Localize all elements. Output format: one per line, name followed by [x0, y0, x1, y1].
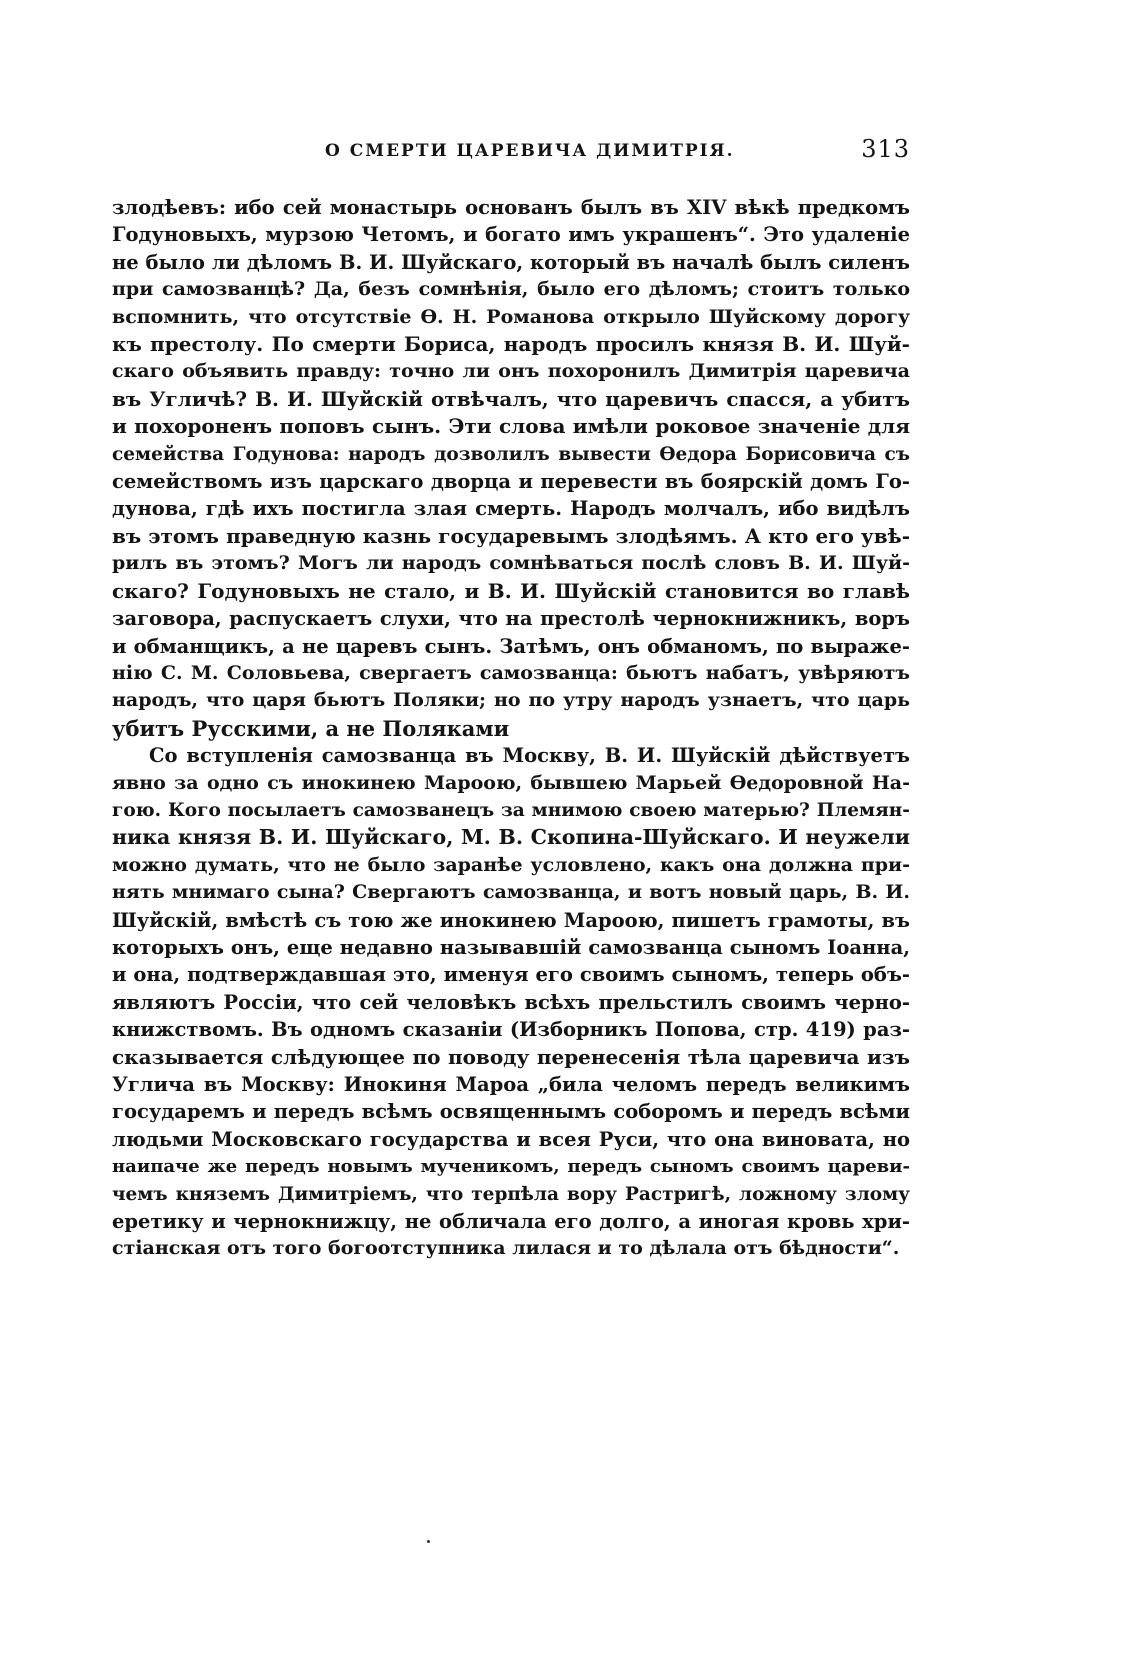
- text-line: дунова, гдѣ ихъ постигла злая смерть. Народъ молчалъ, ибо видѣлъ: [112, 497, 910, 521]
- text-line: стіанская отъ того богоотступника лилася и то дѣлала отъ бѣдности“.: [112, 1237, 900, 1260]
- text-line: семейства Годунова: народъ дозволилъ вывести Ѳедора Борисовича съ: [112, 443, 910, 465]
- text-line: можно думать, что не было заранѣе условлено, какъ она должна при-: [112, 853, 910, 876]
- text-line: и обманщикъ, а не царевъ сынъ. Затѣмъ, онъ обманомъ, по выраже-: [112, 634, 910, 658]
- text-line: при самозванцѣ? Да, безъ сомнѣнія, было его дѣломъ; стоитъ только: [112, 278, 910, 301]
- running-head: [220, 135, 910, 175]
- text-line: злодѣевъ: ибо сей монастырь основанъ былъ въ XIV вѣкѣ предкомъ: [112, 196, 910, 219]
- text-line: гою. Кого посылаетъ самозванецъ за мнимою своею матерью? Племян-: [112, 799, 910, 821]
- text-line: въ этомъ праведную казнь государевымъ злодѣямъ. А кто его увѣ-: [112, 523, 910, 548]
- text-line: къ престолу. По смерти Бориса, народъ просилъ князя В. И. Шуй-: [112, 332, 910, 357]
- text-line: наипаче же передъ новымъ мученикомъ, передъ сыномъ своимъ цареви-: [112, 1156, 910, 1178]
- text-line: Шуйскій, вмѣстѣ съ тою же инокинею Мароою, пишетъ грамоты, въ: [112, 908, 910, 932]
- paragraph-2: [112, 742, 910, 1263]
- text-line: Годуновыхъ, мурзою Четомъ, и богато имъ украшенъ“. Это удаленіе: [112, 223, 910, 247]
- body-text: [112, 194, 910, 1263]
- chapter-title: О СМЕРТИ ЦАРЕВИЧА ДИМИТРІЯ.: [325, 141, 735, 161]
- text-line: заговора, распускаетъ слухи, что на престолѣ чернокнижникъ, воръ: [112, 607, 910, 631]
- text-line: государемъ и передъ всѣмъ освященнымъ соборомъ и передъ всѣми: [112, 1100, 910, 1124]
- text-line: вспомнить, что отсутствіе Ѳ. Н. Романова открыло Шуйскому дорогу: [112, 305, 910, 328]
- text-line: нію С. М. Соловьева, свергаетъ самозванца: бьютъ набатъ, увѣряютъ: [112, 661, 910, 684]
- text-line: рилъ въ этомъ? Могъ ли народъ сомнѣваться послѣ словъ В. И. Шуй-: [112, 552, 910, 575]
- paragraph-1: [112, 194, 910, 742]
- text-line: еретику и чернокнижцу, не обличала его долго, а иногая кровь хри-: [112, 1210, 910, 1234]
- text-line: чемъ княземъ Димитріемъ, что терпѣла вору Растригѣ, ложному злому: [112, 1183, 910, 1205]
- text-line: и похороненъ поповъ сынъ. Эти слова имѣли роковое значеніе для: [112, 414, 910, 439]
- text-line: скаго объявить правду: точно ли онъ похоронилъ Димитрія царевича: [112, 360, 910, 383]
- text-line: которыхъ онъ, еще недавно называвшій самозванца сыномъ Іоанна,: [112, 935, 910, 959]
- text-line: книжствомъ. Въ одномъ сказаніи (Изборникъ Попова, стр. 419) раз-: [112, 1018, 910, 1042]
- text-line: убитъ Русскими, а не Поляками: [112, 715, 510, 741]
- text-line: сказывается слѣдующее по поводу перенесенія тѣла царевича изъ: [112, 1044, 910, 1069]
- text-line: не было ли дѣломъ В. И. Шуйскаго, который въ началѣ былъ силенъ: [112, 250, 910, 274]
- text-line: Со вступленія самозванца въ Москву, В. И. Шуйскій дѣйствуетъ: [149, 744, 910, 768]
- text-line: явно за одно съ инокинею Мароою, бывшею Марьей Ѳедоровной На-: [112, 771, 910, 794]
- print-speck: [427, 1540, 430, 1543]
- text-line: ника князя В. И. Шуйскаго, М. В. Скопина-Шуйскаго. И неужели: [112, 825, 910, 850]
- text-line: въ Угличѣ? В. И. Шуйскій отвѣчалъ, что царевичъ спасся, а убитъ: [112, 386, 910, 411]
- text-line: народъ, что царя бьютъ Поляки; но по утру народъ узнаетъ, что царь: [112, 689, 910, 712]
- text-line: людьми Московскаго государства и всея Руси, что она виновата, но: [112, 1127, 910, 1151]
- text-line: скаго? Годуновыхъ не стало, и В. И. Шуйскій становится во главѣ: [112, 578, 910, 603]
- text-line: Углича въ Москву: Инокиня Мароа „била челомъ передъ великимъ: [112, 1073, 910, 1096]
- page-number: 313: [861, 135, 910, 163]
- text-line: нять мнимаго сына? Свергаютъ самозванца, и вотъ новый царь, В. И.: [112, 881, 910, 904]
- text-line: семействомъ изъ царскаго дворца и перевести въ боярскій домъ Го-: [112, 470, 910, 494]
- text-line: являютъ Россіи, что сей человѣкъ всѣхъ прельстилъ своимъ черно-: [112, 990, 910, 1014]
- text-line: и она, подтверждавшая это, именуя его своимъ сыномъ, теперь объ-: [112, 963, 910, 987]
